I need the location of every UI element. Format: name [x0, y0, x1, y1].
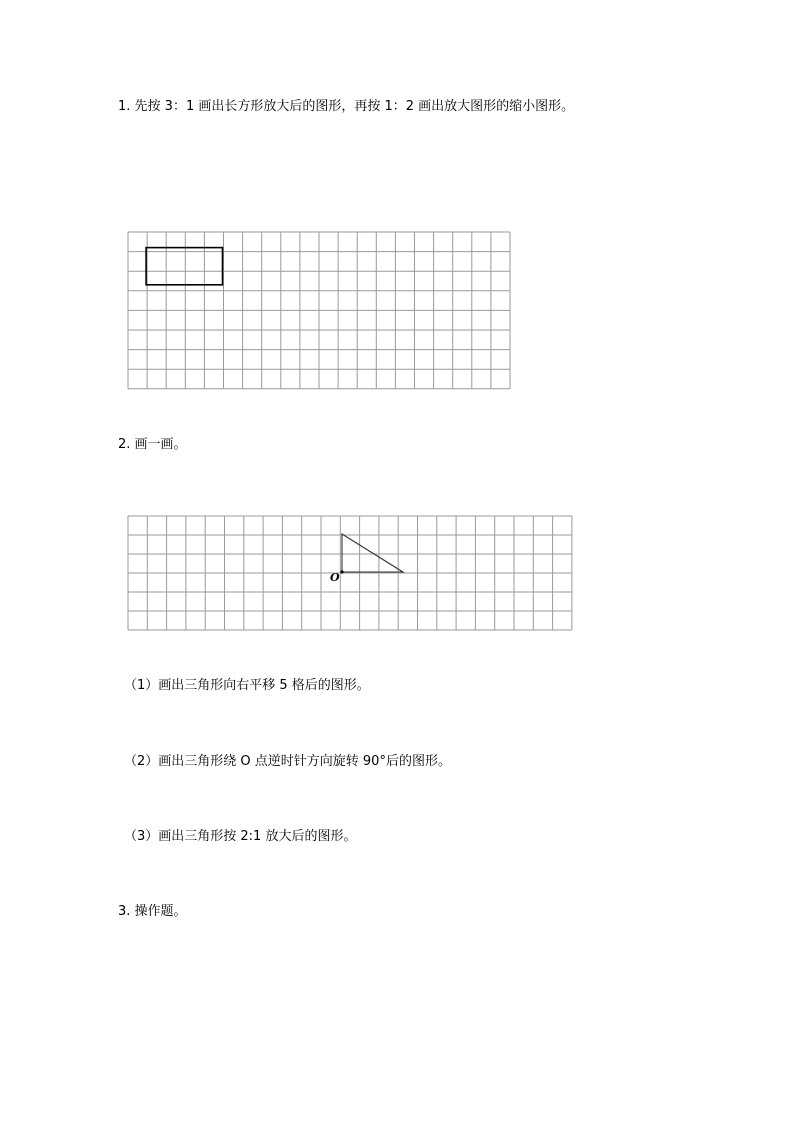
question-2-text: 2. 画一画。 — [118, 437, 187, 452]
grid-1-svg — [127, 231, 513, 393]
grid-1-lines — [128, 232, 510, 389]
point-o-label: O — [330, 571, 340, 584]
q2-subpart-1: （1）画出三角形向右平移 5 格后的图形。 — [124, 678, 370, 693]
q2-subpart-2: （2）画出三角形绕 O 点逆时针方向旋转 90°后的图形。 — [124, 754, 451, 769]
q2-subpart-3: （3）画出三角形按 2:1 放大后的图形。 — [124, 829, 357, 844]
grid-2 — [127, 515, 575, 632]
grid-2-svg — [127, 515, 575, 632]
rectangle-figure — [146, 248, 222, 285]
grid-2-lines — [128, 516, 572, 630]
point-o-dot — [340, 570, 343, 573]
grid-1 — [127, 231, 513, 393]
question-3-text: 3. 操作题。 — [118, 904, 187, 919]
triangle-figure — [342, 534, 403, 572]
question-1-text: 1. 先按 3：1 画出长方形放大后的图形，再按 1：2 画出放大图形的缩小图形。 — [118, 99, 575, 114]
